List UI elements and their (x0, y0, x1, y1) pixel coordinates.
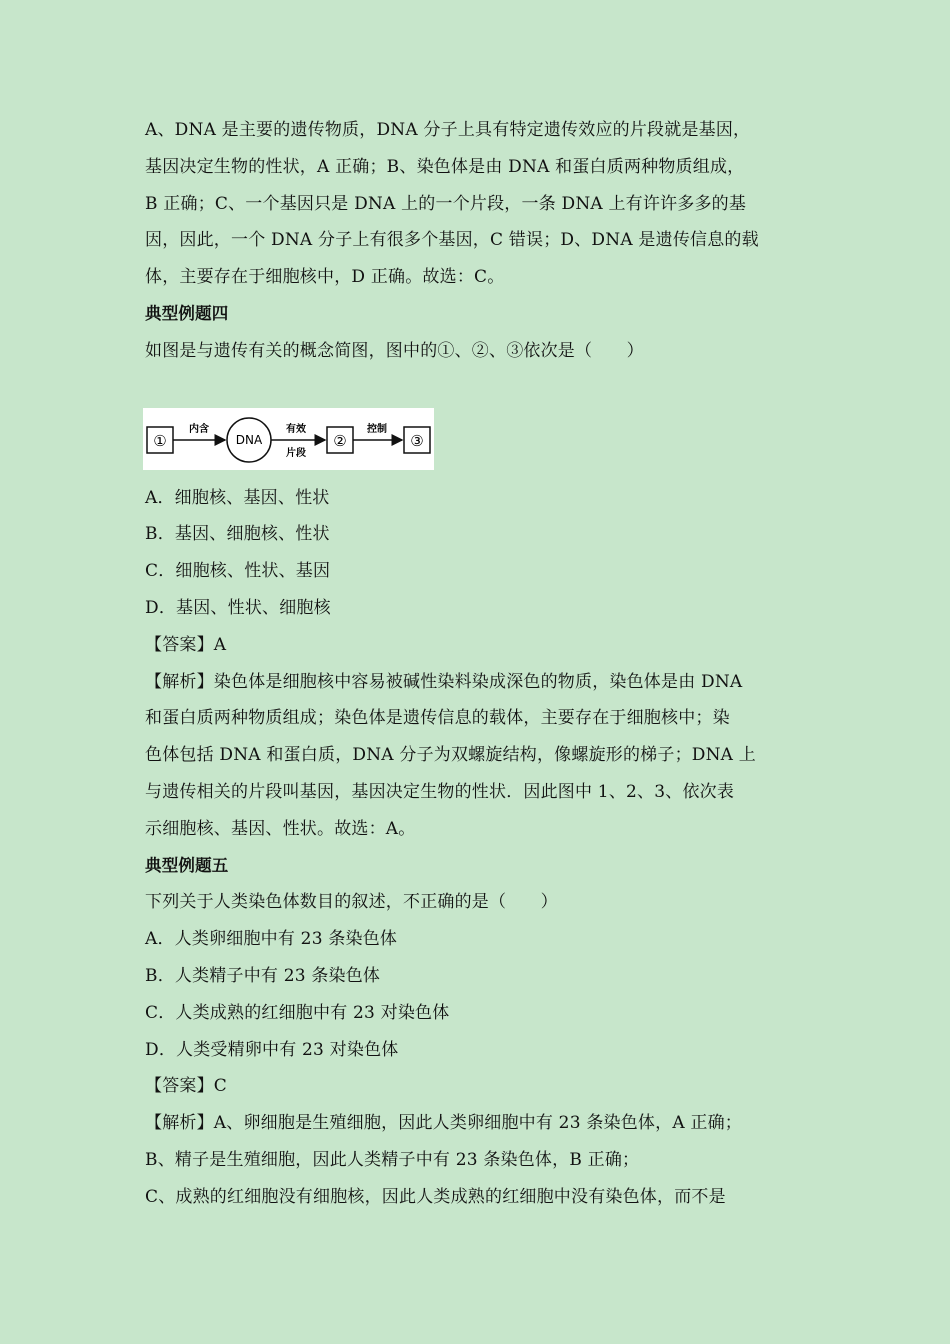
diagram-box-2-label: ② (333, 431, 347, 450)
diagram-arrow-2-label-top: 有效 (286, 423, 306, 435)
diagram-dna-label: DNA (235, 432, 263, 447)
option-b: B．基因、细胞核、性状 (145, 524, 330, 545)
diagram-box-3-label: ③ (410, 431, 424, 450)
diagram-arrow-3-label: 控制 (367, 423, 387, 435)
text-line: 【解析】染色体是细胞核中容易被碱性染料染成深色的物质，染色体是由 DNA (145, 671, 743, 692)
example-4-options (145, 480, 825, 627)
option-c: C．人类成熟的红细胞中有 23 对染色体 (145, 1002, 450, 1023)
concept-diagram-area (145, 370, 825, 480)
concept-diagram (143, 408, 434, 470)
text-line: 与遗传相关的片段叫基因，基因决定生物的性状．因此图中 1、2、3、依次表 (145, 781, 735, 802)
option-c: C．细胞核、性状、基因 (145, 561, 331, 582)
example-5-analysis (145, 1105, 825, 1215)
option-d: D．基因、性状、细胞核 (145, 597, 331, 618)
example-4-question: 如图是与遗传有关的概念简图，图中的①、②、③依次是（ ） (145, 340, 644, 361)
text-line: B、精子是生殖细胞，因此人类精子中有 23 条染色体，B 正确； (145, 1149, 640, 1170)
text-line: C、成熟的红细胞没有细胞核，因此人类成熟的红细胞中没有染色体，而不是 (145, 1186, 726, 1207)
option-b: B．人类精子中有 23 条染色体 (145, 965, 381, 986)
text-line: A、DNA 是主要的遗传物质，DNA 分子上具有特定遗传效应的片段就是基因， (145, 120, 751, 140)
text-line: 和蛋白质两种物质组成；染色体是遗传信息的载体，主要存在于细胞核中；染 (145, 708, 730, 729)
diagram-arrow-1-label: 内含 (189, 423, 209, 435)
diagram-arrow-2-label-bottom: 片段 (286, 447, 306, 459)
document-page (145, 112, 825, 1216)
diagram-box-1-label: ① (153, 431, 167, 450)
example-4-answer: 【答案】A (145, 634, 227, 655)
example-4-heading: 典型例题四 (145, 303, 229, 323)
text-line: 基因决定生物的性状，A 正确；B、染色体是由 DNA 和蛋白质两种物质组成， (145, 156, 745, 177)
option-a: A．人类卵细胞中有 23 条染色体 (145, 929, 398, 950)
example-5-options (145, 921, 825, 1068)
text-line: 【解析】A、卵细胞是生殖细胞，因此人类卵细胞中有 23 条染色体，A 正确； (145, 1113, 742, 1134)
text-line: 体，主要存在于细胞核中，D 正确。故选：C。 (145, 267, 505, 288)
text-line: B 正确；C、一个基因只是 DNA 上的一个片段，一条 DNA 上有许许多多的基 (145, 193, 747, 214)
example-5-question: 下列关于人类染色体数目的叙述，不正确的是（ ） (145, 892, 558, 913)
option-d: D．人类受精卵中有 23 对染色体 (145, 1039, 399, 1060)
text-line: 因，因此，一个 DNA 分子上有很多个基因，C 错误；D、DNA 是遗传信息的载 (145, 230, 759, 251)
previous-analysis-paragraph (145, 112, 825, 296)
text-line: 色体包括 DNA 和蛋白质，DNA 分子为双螺旋结构，像螺旋形的梯子；DNA 上 (145, 745, 756, 766)
example-4-analysis (145, 664, 825, 848)
example-5-answer: 【答案】C (145, 1076, 228, 1097)
option-a: A．细胞核、基因、性状 (145, 487, 330, 508)
example-5-heading: 典型例题五 (145, 855, 229, 875)
text-line: 示细胞核、基因、性状。故选：A。 (145, 818, 416, 839)
